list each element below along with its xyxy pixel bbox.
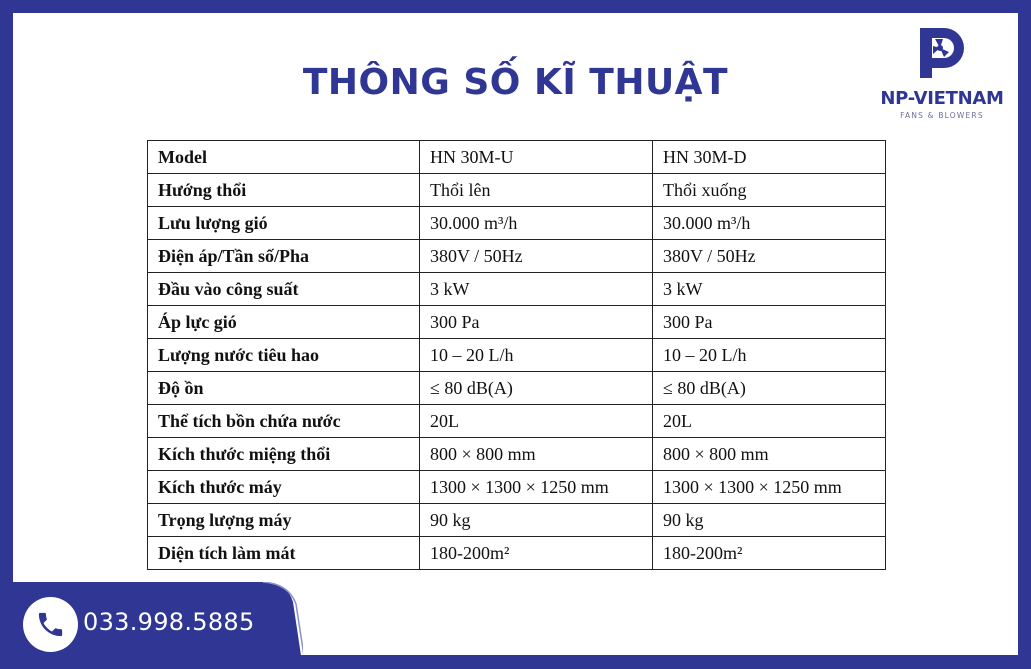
spec-value-hn30m-d: 180-200m² [653, 537, 886, 570]
spec-value-hn30m-d: 3 kW [653, 273, 886, 306]
table-row [148, 240, 886, 273]
spec-value-hn30m-u: ≤ 80 dB(A) [420, 372, 653, 405]
spec-value-hn30m-u: 3 kW [420, 273, 653, 306]
table-row [148, 471, 886, 504]
spec-value-hn30m-u: 380V / 50Hz [420, 240, 653, 273]
spec-label-cell: Kích thước miệng thổi [148, 438, 420, 471]
spec-label-cell: Model [148, 141, 420, 174]
spec-label-cell: Thể tích bồn chứa nước [148, 405, 420, 438]
spec-value-hn30m-d: 1300 × 1300 × 1250 mm [653, 471, 886, 504]
spec-value-hn30m-u: 10 – 20 L/h [420, 339, 653, 372]
spec-value-hn30m-u: 30.000 m³/h [420, 207, 653, 240]
spec-value-hn30m-d: 800 × 800 mm [653, 438, 886, 471]
spec-label-cell: Lượng nước tiêu hao [148, 339, 420, 372]
spec-label-cell: Trọng lượng máy [148, 504, 420, 537]
spec-table [147, 140, 886, 570]
spec-value-hn30m-d: HN 30M-D [653, 141, 886, 174]
spec-value-hn30m-u: Thổi lên [420, 174, 653, 207]
spec-value-hn30m-u: HN 30M-U [420, 141, 653, 174]
spec-value-hn30m-u: 300 Pa [420, 306, 653, 339]
table-row [148, 207, 886, 240]
spec-value-hn30m-d: 90 kg [653, 504, 886, 537]
spec-label-cell: Điện áp/Tần số/Pha [148, 240, 420, 273]
phone-icon-badge [23, 597, 78, 652]
spec-value-hn30m-d: 300 Pa [653, 306, 886, 339]
spec-label-cell: Đầu vào công suất [148, 273, 420, 306]
logo-mark-icon [916, 26, 968, 80]
table-row [148, 537, 886, 570]
spec-value-hn30m-u: 1300 × 1300 × 1250 mm [420, 471, 653, 504]
spec-label-cell: Hướng thổi [148, 174, 420, 207]
logo-name: NP-VIETNAM [880, 88, 1004, 109]
spec-value-hn30m-d: 30.000 m³/h [653, 207, 886, 240]
spec-value-hn30m-d: 380V / 50Hz [653, 240, 886, 273]
spec-label-cell: Độ ồn [148, 372, 420, 405]
table-row [148, 339, 886, 372]
spec-value-hn30m-d: ≤ 80 dB(A) [653, 372, 886, 405]
phone-number[interactable]: 033.998.5885 [83, 608, 255, 636]
table-row [148, 141, 886, 174]
spec-value-hn30m-u: 800 × 800 mm [420, 438, 653, 471]
spec-value-hn30m-u: 20L [420, 405, 653, 438]
brand-logo [872, 26, 1012, 126]
spec-value-hn30m-d: 20L [653, 405, 886, 438]
page-title: THÔNG SỐ KĨ THUẬT [302, 62, 729, 103]
spec-value-hn30m-d: 10 – 20 L/h [653, 339, 886, 372]
phone-icon [35, 609, 66, 640]
table-row [148, 405, 886, 438]
table-row [148, 174, 886, 207]
table-row [148, 372, 886, 405]
spec-value-hn30m-u: 180-200m² [420, 537, 653, 570]
table-row [148, 306, 886, 339]
spec-label-cell: Diện tích làm mát [148, 537, 420, 570]
contact-panel[interactable] [13, 582, 303, 669]
spec-label-cell: Kích thước máy [148, 471, 420, 504]
spec-value-hn30m-d: Thổi xuống [653, 174, 886, 207]
table-row [148, 504, 886, 537]
spec-value-hn30m-u: 90 kg [420, 504, 653, 537]
table-row [148, 273, 886, 306]
table-row [148, 438, 886, 471]
spec-label-cell: Lưu lượng gió [148, 207, 420, 240]
spec-label-cell: Áp lực gió [148, 306, 420, 339]
logo-tagline: FANS & BLOWERS [900, 111, 984, 120]
